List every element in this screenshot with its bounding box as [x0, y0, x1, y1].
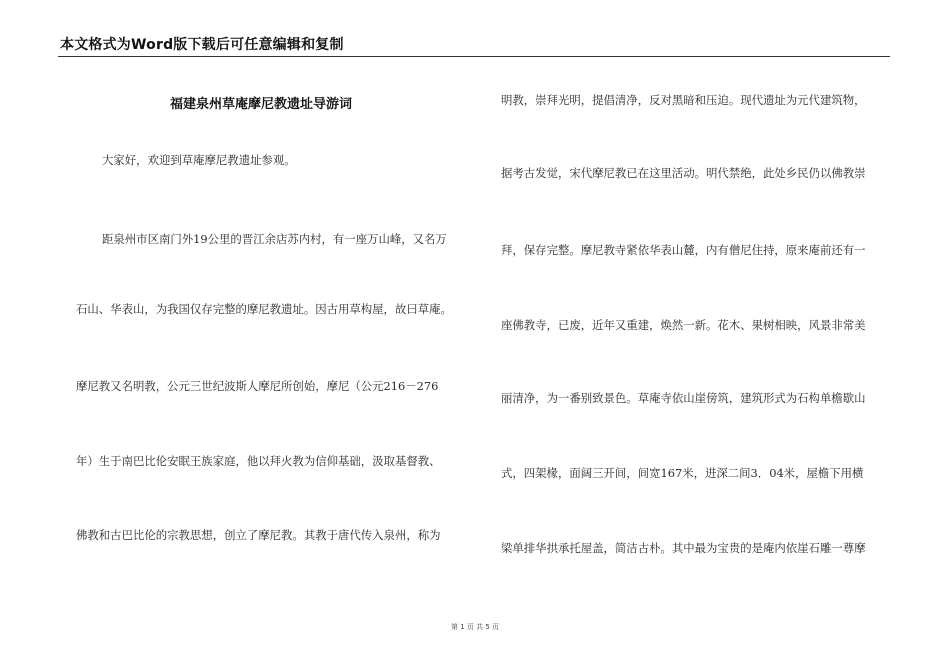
left-line: 石山、华表山，为我国仅存完整的摩尼教遗址。因古用草构屋，故曰草庵。 [76, 302, 452, 316]
right-line: 座佛教寺，已废，近年又重建，焕然一新。花木、果树相映，风景非常美 [501, 318, 866, 332]
left-line: 摩尼教又名明教，公元三世纪波斯人摩尼所创始，摩尼（公元216－276 [76, 379, 439, 393]
right-line: 拜，保存完整。摩尼教寺紧依华表山麓，内有僧尼住持，原来庵前还有一 [501, 243, 866, 257]
banner-divider [58, 56, 890, 57]
left-line: 佛教和古巴比伦的宗教思想，创立了摩尼教。其教于唐代传入泉州，称为 [76, 528, 441, 542]
right-line: 明教，崇拜光明，提倡清净，反对黑暗和压迫。现代遗址为元代建筑物， [501, 93, 866, 107]
right-line: 据考古发觉，宋代摩尼教已在这里活动。明代禁绝，此处乡民仍以佛教崇 [501, 166, 866, 180]
download-banner: 本文格式为Word版下载后可任意编辑和复制 [60, 37, 344, 53]
left-line: 距泉州市区南门外19公里的晋江余店苏内村，有一座万山峰，又名万 [102, 232, 447, 246]
right-line: 式，四架椽，面阔三开间，间宽167米，进深二间3．04米，屋檐下用横 [501, 466, 864, 480]
document-title: 福建泉州草庵摩尼教遗址导游词 [169, 97, 352, 112]
left-line: 大家好，欢迎到草庵摩尼教遗址参观。 [102, 153, 296, 167]
page-number: 第 1 页 共 5 页 [450, 623, 500, 631]
right-line: 梁单排华拱承托屋盖，简洁古朴。其中最为宝贵的是庵内依崖石雕一尊摩 [501, 541, 866, 555]
right-line: 丽清净，为一番别致景色。草庵寺依山崖傍筑，建筑形式为石构单檐歇山 [501, 391, 866, 405]
left-line: 年）生于南巴比伦安眠王族家庭，他以拜火教为信仰基础，汲取基督教、 [76, 454, 441, 468]
